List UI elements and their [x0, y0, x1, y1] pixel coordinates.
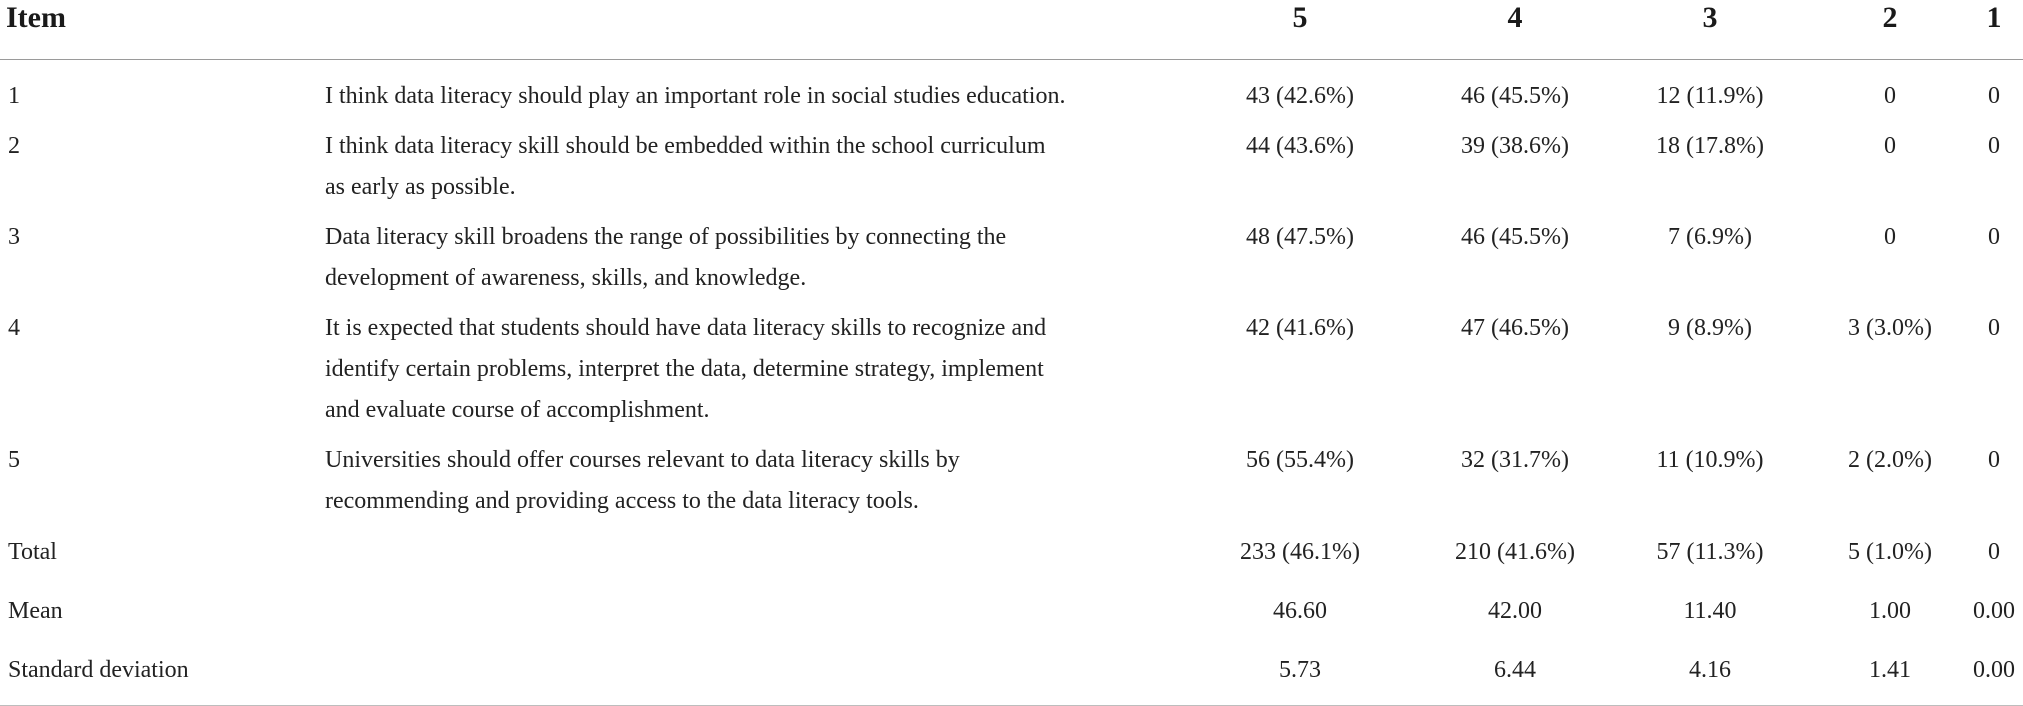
statement-line: as early as possible. — [325, 167, 1165, 208]
item-number: 5 — [0, 440, 325, 522]
cell-scale-1: 0 — [1965, 126, 2023, 217]
cell-scale-1: 0 — [1965, 60, 2023, 127]
cell-scale-2: 0 — [1815, 126, 1965, 217]
item-statement — [325, 217, 1175, 308]
cell-scale-3: 57 (11.3%) — [1605, 522, 1815, 582]
cell-scale-3: 11 (10.9%) — [1605, 440, 1815, 522]
cell-scale-5: 5.73 — [1175, 641, 1425, 706]
statement-line: development of awareness, skills, and knowledge. — [325, 258, 1165, 299]
cell-scale-5: 48 (47.5%) — [1175, 217, 1425, 308]
table-row — [0, 217, 2023, 308]
summary-label: Standard deviation — [0, 641, 1175, 706]
cell-scale-3: 9 (8.9%) — [1605, 308, 1815, 440]
summary-label: Mean — [0, 582, 1175, 641]
cell-scale-4: 47 (46.5%) — [1425, 308, 1605, 440]
statement-line: It is expected that students should have data literacy skills to recognize and — [325, 308, 1165, 349]
header-item: Item — [0, 0, 325, 60]
cell-scale-5: 56 (55.4%) — [1175, 440, 1425, 522]
cell-scale-3: 18 (17.8%) — [1605, 126, 1815, 217]
cell-scale-4: 46 (45.5%) — [1425, 217, 1605, 308]
table-row — [0, 60, 2023, 127]
cell-scale-4: 39 (38.6%) — [1425, 126, 1605, 217]
cell-scale-5: 42 (41.6%) — [1175, 308, 1425, 440]
header-scale-4: 4 — [1425, 0, 1605, 60]
cell-scale-2: 0 — [1815, 217, 1965, 308]
cell-scale-1: 0 — [1965, 522, 2023, 582]
cell-scale-3: 12 (11.9%) — [1605, 60, 1815, 127]
cell-scale-4: 6.44 — [1425, 641, 1605, 706]
summary-row-sd — [0, 641, 2023, 706]
cell-scale-2: 5 (1.0%) — [1815, 522, 1965, 582]
statement-line: and evaluate course of accomplishment. — [325, 390, 1165, 431]
item-number: 1 — [0, 60, 325, 127]
cell-scale-3: 4.16 — [1605, 641, 1815, 706]
header-row — [0, 0, 2023, 60]
item-number: 4 — [0, 308, 325, 440]
cell-scale-1: 0.00 — [1965, 641, 2023, 706]
statement-line: Data literacy skill broadens the range of possibilities by connecting the — [325, 217, 1165, 258]
cell-scale-4: 210 (41.6%) — [1425, 522, 1605, 582]
cell-scale-2: 1.41 — [1815, 641, 1965, 706]
cell-scale-5: 43 (42.6%) — [1175, 60, 1425, 127]
statement-line: recommending and providing access to the data literacy tools. — [325, 481, 1165, 522]
cell-scale-5: 46.60 — [1175, 582, 1425, 641]
cell-scale-2: 3 (3.0%) — [1815, 308, 1965, 440]
header-scale-1: 1 — [1965, 0, 2023, 60]
header-scale-5: 5 — [1175, 0, 1425, 60]
item-number: 3 — [0, 217, 325, 308]
cell-scale-3: 11.40 — [1605, 582, 1815, 641]
cell-scale-4: 42.00 — [1425, 582, 1605, 641]
statement-line: identify certain problems, interpret the data, determine strategy, implement — [325, 349, 1165, 390]
cell-scale-1: 0.00 — [1965, 582, 2023, 641]
header-scale-3: 3 — [1605, 0, 1815, 60]
statement-line: I think data literacy should play an important role in social studies education. — [325, 76, 1165, 117]
cell-scale-4: 32 (31.7%) — [1425, 440, 1605, 522]
header-scale-2: 2 — [1815, 0, 1965, 60]
header-statement — [325, 0, 1175, 60]
item-statement — [325, 126, 1175, 217]
table-row — [0, 440, 2023, 522]
item-statement — [325, 440, 1175, 522]
cell-scale-1: 0 — [1965, 217, 2023, 308]
cell-scale-2: 1.00 — [1815, 582, 1965, 641]
cell-scale-1: 0 — [1965, 440, 2023, 522]
cell-scale-1: 0 — [1965, 308, 2023, 440]
cell-scale-2: 2 (2.0%) — [1815, 440, 1965, 522]
item-statement — [325, 60, 1175, 127]
item-number: 2 — [0, 126, 325, 217]
table-row — [0, 308, 2023, 440]
summary-label: Total — [0, 522, 1175, 582]
summary-row-total — [0, 522, 2023, 582]
cell-scale-3: 7 (6.9%) — [1605, 217, 1815, 308]
cell-scale-2: 0 — [1815, 60, 1965, 127]
statement-line: I think data literacy skill should be embedded within the school curriculum — [325, 126, 1165, 167]
table-row — [0, 126, 2023, 217]
summary-row-mean — [0, 582, 2023, 641]
item-statement — [325, 308, 1175, 440]
cell-scale-5: 233 (46.1%) — [1175, 522, 1425, 582]
cell-scale-5: 44 (43.6%) — [1175, 126, 1425, 217]
statement-line: Universities should offer courses relevant to data literacy skills by — [325, 440, 1165, 481]
cell-scale-4: 46 (45.5%) — [1425, 60, 1605, 127]
